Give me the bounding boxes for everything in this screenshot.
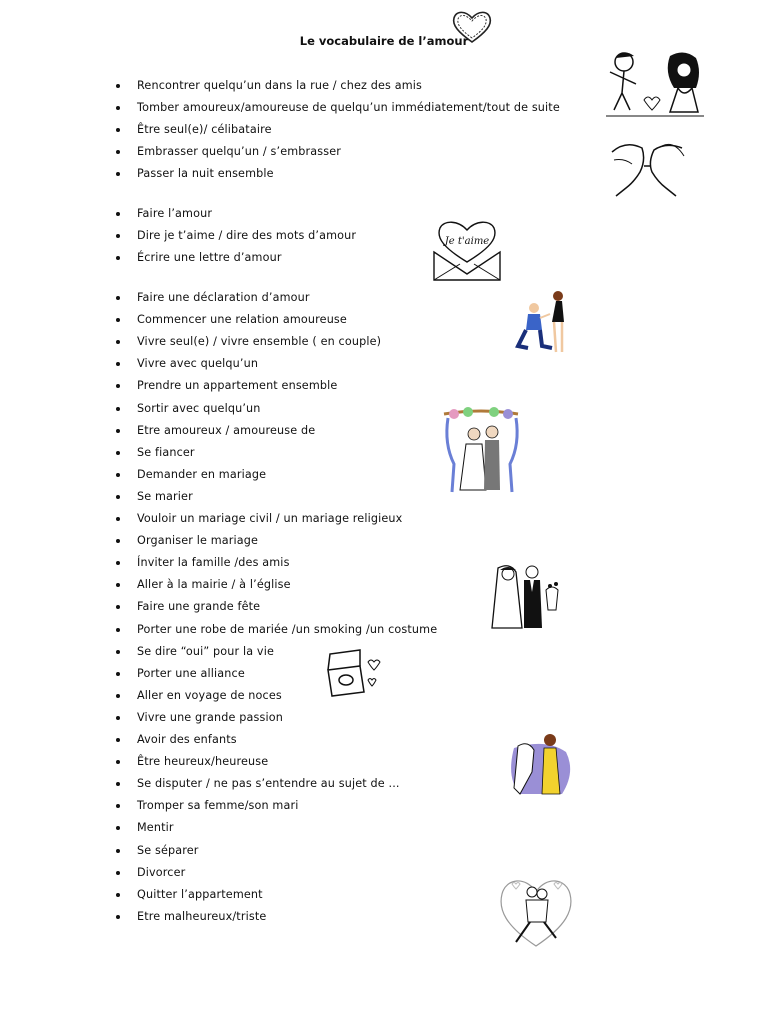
list-item-text: Porter une alliance — [137, 666, 245, 680]
bullet-icon — [116, 826, 120, 830]
list-item — [0, 354, 600, 374]
list-item-text: Aller en voyage de noces — [137, 688, 282, 702]
bullet-icon — [116, 318, 120, 322]
list-item — [0, 164, 600, 184]
love-letter-icon — [430, 218, 504, 282]
bullet-icon — [116, 451, 120, 455]
list-item-text: Faire une déclaration d’amour — [137, 291, 310, 304]
bullet-icon — [116, 106, 120, 110]
bullet-icon — [116, 340, 120, 344]
list-item-text: Vouloir un mariage civil / un mariage religieux — [137, 512, 403, 525]
bullet-icon — [116, 915, 120, 919]
list-item-text: Commencer une relation amoureuse — [137, 313, 347, 327]
bullet-icon — [116, 583, 120, 587]
bullet-icon — [116, 539, 120, 543]
list-item-text: Se dire “oui” pour la vie — [137, 644, 274, 658]
list-item — [0, 288, 600, 308]
bullet-icon — [116, 212, 120, 216]
list-item-text: Tromper sa femme/son mari — [137, 799, 299, 813]
list-item-text: Vivre seul(e) / vivre ensemble ( en couple) — [137, 335, 382, 349]
bullet-icon — [116, 605, 120, 609]
list-item-text: Écrire une lettre d’amour — [137, 251, 282, 265]
bullet-icon — [116, 517, 120, 521]
letter-text: Je t'aime — [444, 236, 490, 247]
wedding-arch-icon — [438, 404, 524, 496]
bullet-icon — [116, 561, 120, 565]
list-item-text: Mentir — [137, 821, 174, 835]
list-item-text: Se fiancer — [137, 445, 195, 459]
list-item-text: Etre amoureux / amoureuse de — [137, 423, 316, 437]
bullet-icon — [116, 849, 120, 853]
list-item — [0, 120, 600, 140]
heart-icon — [450, 8, 494, 46]
bullet-icon — [116, 128, 120, 132]
couple-icon — [604, 48, 708, 120]
list-item-text: Porter une robe de mariée /un smoking /un costume — [137, 622, 438, 636]
list-item-text: Être seul(e)/ célibataire — [137, 123, 272, 137]
list-item-text: Tomber amoureux/amoureuse de quelqu’un immédiatement/tout de suite — [137, 101, 560, 115]
list-item-text: Organiser le mariage — [137, 534, 259, 548]
list-item-text: Prendre un appartement ensemble — [137, 379, 338, 393]
bullet-icon — [116, 362, 120, 366]
bullet-icon — [116, 256, 120, 260]
bullet-icon — [116, 716, 120, 720]
list-item — [0, 76, 600, 96]
proposal-icon — [512, 288, 572, 360]
list-item-text: Passer la nuit ensemble — [137, 167, 274, 181]
list-item — [0, 142, 600, 162]
list-item-text: Embrasser quelqu’un / s’embrasser — [137, 145, 342, 159]
list-item-text: Faire l’amour — [137, 207, 213, 220]
list-item-text: Se séparer — [137, 843, 199, 857]
list-item-text: Se marier — [137, 489, 193, 503]
bullet-icon — [116, 384, 120, 388]
list-item-text: Demander en mariage — [137, 467, 267, 481]
running-couple-icon — [496, 872, 576, 950]
list-item — [0, 248, 600, 268]
list-item — [0, 796, 600, 816]
bullet-icon — [116, 782, 120, 786]
bullet-icon — [116, 672, 120, 676]
list-item — [0, 818, 600, 838]
list-item — [0, 226, 600, 246]
bullet-icon — [116, 234, 120, 238]
list-item-text: Vivre avec quelqu’un — [137, 357, 259, 371]
bullet-icon — [116, 429, 120, 433]
list-item — [0, 310, 600, 330]
list-item — [0, 332, 600, 352]
bullet-icon — [116, 495, 120, 499]
bullet-icon — [116, 150, 120, 154]
bullet-icon — [116, 473, 120, 477]
list-item-text: Divorcer — [137, 865, 186, 879]
list-item-text: Quitter l’appartement — [137, 887, 263, 901]
list-item — [0, 204, 600, 224]
list-item — [0, 642, 600, 662]
bullet-icon — [116, 871, 120, 875]
bullet-icon — [116, 296, 120, 300]
bullet-icon — [116, 407, 120, 411]
bullet-icon — [116, 738, 120, 742]
list-item — [0, 708, 600, 728]
list-item-text: Ínviter la famille /des amis — [137, 556, 290, 570]
list-item-text: Etre malheureux/triste — [137, 909, 267, 923]
bullet-icon — [116, 694, 120, 698]
list-item — [0, 509, 600, 529]
dancing-couple-icon — [506, 728, 576, 798]
bullet-icon — [116, 628, 120, 632]
bullet-icon — [116, 760, 120, 764]
bullet-icon — [116, 804, 120, 808]
list-item-text: Sortir avec quelqu’un — [137, 401, 261, 415]
list-item — [0, 376, 600, 396]
bullet-icon — [116, 893, 120, 897]
list-item-text: Dire je t’aime / dire des mots d’amour — [137, 229, 357, 243]
list-item — [0, 841, 600, 861]
list-item — [0, 531, 600, 551]
list-item — [0, 98, 600, 118]
page-title: Le vocabulaire de l’amour — [299, 34, 469, 48]
bullet-icon — [116, 84, 120, 88]
list-item-text: Être heureux/heureuse — [137, 755, 269, 769]
bullet-icon — [116, 172, 120, 176]
list-item-text: Avoir des enfants — [137, 733, 237, 746]
list-item-text: Faire une grande fête — [137, 600, 261, 614]
list-item — [0, 686, 600, 706]
list-item-text: Aller à la mairie / à l’église — [137, 578, 291, 592]
ring-box-icon — [324, 648, 382, 700]
list-item-text: Vivre une grande passion — [137, 710, 283, 724]
kissing-couple-icon — [606, 138, 688, 200]
list-item-text: Se disputer / ne pas s’entendre au sujet de ... — [137, 777, 400, 791]
bullet-icon — [116, 650, 120, 654]
wedding-couple-icon — [488, 562, 564, 632]
list-item-text: Rencontrer quelqu’un dans la rue / chez des amis — [137, 79, 422, 92]
list-item — [0, 664, 600, 684]
